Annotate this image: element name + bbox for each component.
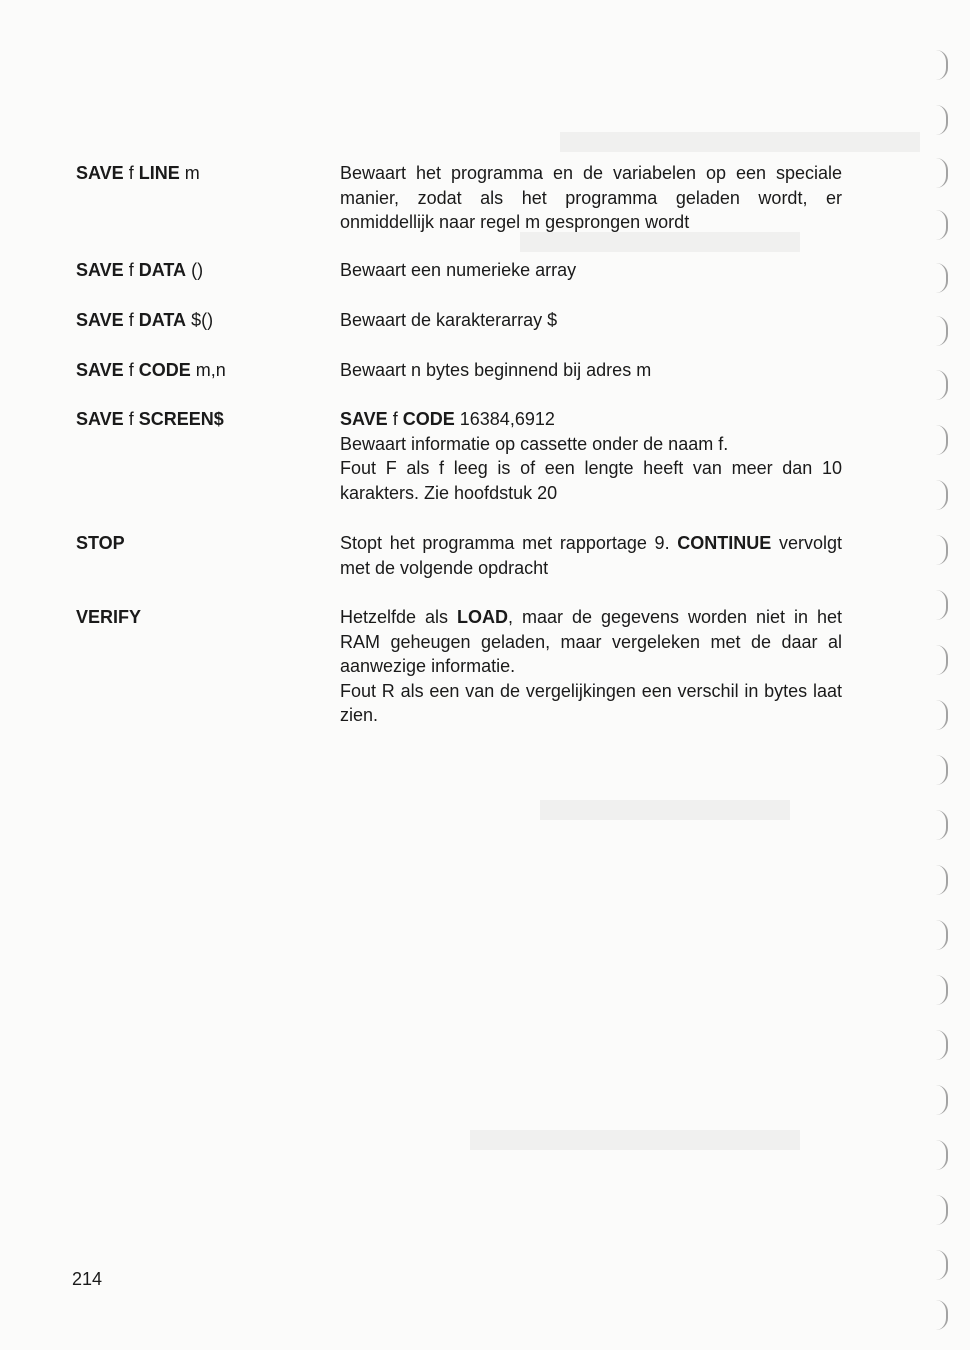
command-description: [340, 258, 842, 283]
binding-hole-mark: [932, 810, 948, 840]
binding-hole-mark: [932, 105, 948, 135]
description-text: Bewaart de karakterarray $: [340, 310, 558, 330]
binding-hole-mark: [932, 645, 948, 675]
binding-hole-mark: [932, 920, 948, 950]
command-keyword: VERIFY: [76, 607, 142, 627]
binding-hole-mark: [932, 535, 948, 565]
command-keyword: STOP: [76, 533, 125, 553]
binding-hole-mark: [932, 1030, 948, 1060]
command-keyword: SAVE: [76, 163, 124, 183]
description-text: Bewaart n bytes beginnend bij adres m: [340, 360, 652, 380]
page-number: 214: [72, 1269, 103, 1289]
binding-hole-mark: [932, 263, 948, 293]
command-keyword: SAVE: [76, 310, 124, 330]
show-through-shadow: [520, 232, 800, 252]
command-description: [340, 407, 842, 505]
command-keyword: SAVE: [76, 409, 124, 429]
command-syntax: [76, 258, 203, 282]
command-argument: $(): [191, 310, 214, 330]
command-keyword: DATA: [138, 260, 187, 280]
show-through-shadow: [540, 800, 790, 820]
command-argument: f: [128, 163, 134, 183]
description-example: [340, 407, 842, 432]
description-keyword: CONTINUE: [677, 533, 772, 553]
command-argument: f: [128, 409, 134, 429]
binding-hole-mark: [932, 755, 948, 785]
binding-hole-mark: [932, 316, 948, 346]
description-text: Bewaart het programma en de variabelen op een speciale manier, zodat als het programma geladen wordt, er onmiddellijk naar regel m gesprongen wordt: [340, 163, 842, 232]
example-argument: f: [392, 409, 398, 429]
command-description: [340, 308, 842, 333]
command-syntax: [76, 605, 141, 629]
command-description: [340, 358, 842, 383]
binding-hole-mark: [932, 480, 948, 510]
example-keyword: CODE: [402, 409, 455, 429]
binding-hole-mark: [932, 210, 948, 240]
example-argument: 16384,6912: [459, 409, 555, 429]
command-keyword: SAVE: [76, 360, 124, 380]
binding-hole-mark: [932, 590, 948, 620]
binding-hole-mark: [932, 1140, 948, 1170]
command-argument: (): [191, 260, 204, 280]
binding-hole-mark: [932, 158, 948, 188]
command-argument: f: [128, 260, 134, 280]
command-syntax: [76, 161, 200, 185]
description-keyword: LOAD: [457, 607, 509, 627]
command-argument: f: [128, 360, 134, 380]
description-error-text: Fout F als f leeg is of een lengte heeft van meer dan 10 karakters. Zie hoofdstuk 20: [340, 458, 842, 503]
command-keyword: DATA: [138, 310, 187, 330]
command-keyword: CODE: [138, 360, 191, 380]
show-through-shadow: [470, 1130, 800, 1150]
description-text: Bewaart een numerieke array: [340, 260, 577, 280]
binding-hole-mark: [932, 700, 948, 730]
command-syntax: [76, 358, 226, 382]
binding-hole-mark: [932, 865, 948, 895]
command-syntax: [76, 407, 224, 431]
binding-hole-mark: [932, 1250, 948, 1280]
description-text: Bewaart informatie op cassette onder de naam f.: [340, 433, 729, 454]
description-text-pre: Hetzelfde als: [340, 607, 449, 627]
command-syntax: [76, 308, 213, 332]
command-description: [340, 605, 842, 728]
command-keyword: SAVE: [76, 260, 124, 280]
binding-hole-mark: [932, 1085, 948, 1115]
command-argument: m: [184, 163, 200, 183]
command-argument: m,n: [195, 360, 226, 380]
description-text: [340, 605, 842, 679]
binding-hole-mark: [932, 50, 948, 80]
command-keyword: SCREEN$: [138, 409, 224, 429]
description-text-pre: Stopt het programma met rapportage 9.: [340, 533, 670, 553]
binding-hole-mark: [932, 975, 948, 1005]
show-through-shadow: [560, 132, 920, 152]
binding-hole-mark: [932, 1300, 948, 1330]
command-syntax: [76, 531, 125, 555]
example-keyword: SAVE: [340, 409, 388, 429]
binding-hole-mark: [932, 370, 948, 400]
command-keyword: LINE: [138, 163, 180, 183]
command-description: [340, 531, 842, 580]
description-text-post: vervolgt met de volgende opdracht: [340, 533, 842, 578]
command-argument: f: [128, 310, 134, 330]
description-text-post: , maar de gegevens worden niet in het RAM geheugen geladen, maar vergeleken met de daar al aanwezige informatie.: [340, 607, 842, 676]
description-error-text: Fout R als een van de vergelijkingen een verschil in bytes laat zien.: [340, 680, 842, 725]
description-text: [340, 531, 842, 580]
command-description: [340, 161, 842, 235]
binding-hole-mark: [932, 1195, 948, 1225]
binding-hole-mark: [932, 425, 948, 455]
